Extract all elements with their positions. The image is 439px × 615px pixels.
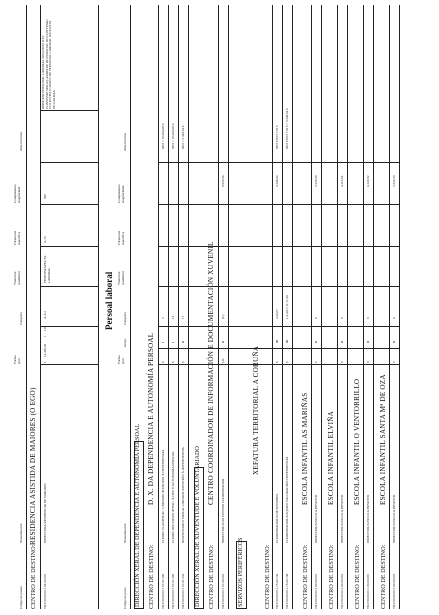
top-col-line bbox=[40, 204, 98, 205]
row-denom: COORDINADOR/A DE MENORES bbox=[275, 493, 279, 543]
bottom-header-observations: Observacións bbox=[123, 133, 127, 151]
row-code: TR.C90.60.00.1.15.00.748 bbox=[285, 573, 289, 609]
center5-label: CENTRO DE DESTINO: bbox=[328, 544, 335, 609]
delegacion-title: XEFATURA TERRITORIAL A CORUÑA bbox=[252, 345, 260, 475]
center1-rule bbox=[158, 5, 159, 609]
bottom-header-rule bbox=[130, 5, 131, 609]
center3-label: CENTRO DE DESTINO: bbox=[264, 544, 271, 609]
row-form: C bbox=[161, 360, 165, 363]
row7-group: II bbox=[392, 340, 396, 343]
row-denom: RESPONSABLE PROGR. UNIDADE ATENCIÓN Á DEPENDENCIA bbox=[181, 447, 185, 543]
row5-form: C bbox=[340, 360, 344, 363]
center4-label: CENTRO DE DESTINO: bbox=[302, 544, 309, 609]
bottom-col-line bbox=[158, 286, 400, 287]
center-label: CENTRO DE DESTINO: bbox=[30, 544, 37, 609]
row2-form: LD bbox=[221, 358, 225, 363]
bottom-header-denomination: Denominación bbox=[123, 523, 127, 543]
row4-rule bbox=[321, 5, 322, 609]
bottom-header-code: Código de posto bbox=[123, 587, 127, 609]
row-form: C bbox=[285, 360, 289, 363]
row-group: III bbox=[275, 339, 279, 343]
row-group: I bbox=[161, 341, 165, 343]
row-cat: 12 bbox=[171, 315, 175, 319]
center2-label: CENTRO DE DESTINO: bbox=[208, 544, 215, 609]
row-group: I bbox=[171, 341, 175, 343]
row4-code: TR.C90.60.00.1.00.00.001 bbox=[314, 573, 318, 609]
top-col-line bbox=[40, 246, 98, 247]
row5-cat: 8 bbox=[340, 317, 344, 319]
row6-denom: DIRECTOR/A ESCOLA INFANTIL bbox=[366, 494, 370, 543]
row-rule bbox=[292, 5, 293, 609]
row5-rule bbox=[347, 5, 348, 609]
center2-rule bbox=[218, 5, 219, 609]
row4-form: C bbox=[314, 360, 318, 363]
center6-name: ESCOLA INFANTIL O VENTORRILLO bbox=[353, 378, 361, 505]
row-obs: DE3 = 10.460,08 €. bbox=[171, 122, 175, 149]
bottom-header-category: Categoría bbox=[123, 312, 127, 325]
top-header-rule bbox=[26, 5, 27, 609]
top-row-observations: DEBE SER PERSONAL LABORAL SEGUNDO O IV CONVENIO SINGULARIDADE DO PERSOAL DO CONVENIO COLECTIVO COMÚN DE PERSONAL LABORAL DA XUNTA DE GALICIA. bbox=[41, 19, 56, 109]
center4-name: ESCOLA INFANTIL AS MARIÑAS bbox=[301, 392, 309, 505]
center6-rule bbox=[363, 5, 364, 609]
row-obs: DE3 CEN1 7.815 bbox=[275, 125, 279, 149]
row2-group: II bbox=[221, 340, 225, 343]
top-row-titulation: FISIOTERAPEUTA / LABORAL bbox=[43, 254, 51, 283]
row4-group: II bbox=[314, 340, 318, 343]
row-code: TR.C90.60.00.1.15.00.743 bbox=[275, 573, 279, 609]
bottom-header-form: Forma prov. bbox=[117, 355, 125, 364]
row-denom: COORD. RECURSOS ATENC. Á DEP. E AUTONOMÍA PERSOAL bbox=[171, 450, 175, 543]
bottom-col-line bbox=[158, 246, 400, 247]
top-col-line bbox=[40, 110, 98, 111]
header-category: Categoría bbox=[19, 312, 23, 325]
row-form: C bbox=[275, 360, 279, 363]
top-row-c: LD bbox=[43, 326, 47, 331]
laboral-title: Persoal laboral bbox=[104, 271, 114, 330]
top-row-group: A.A.2 bbox=[43, 310, 47, 319]
top-row-b: 1 bbox=[43, 335, 47, 337]
center5-rule bbox=[337, 5, 338, 609]
row5-denom: DIRECTOR/A ESCOLA INFANTIL bbox=[340, 494, 344, 543]
bottom-col-line bbox=[158, 348, 400, 349]
row-cat: 4.30,07 bbox=[275, 309, 279, 319]
section-dependencia: DIRECCIÓN XERAL DE DEPENDENCIA E AUTONOMÍA PERSOAL bbox=[134, 423, 141, 607]
row2-denom: DIRECTOR/A DO CENTRO COORDINADOR bbox=[221, 478, 225, 543]
top-row-code: TR.C90.60.00.1.04.00.001 bbox=[43, 573, 47, 609]
row7-cat: 8 bbox=[392, 317, 396, 319]
center4-rule bbox=[311, 5, 312, 609]
center2-name: CENTRO COORDINADOR DE INFORMACIÓN E DOCUMENTACIÓN XUVENIL bbox=[207, 241, 215, 505]
top-bottom-rule bbox=[98, 5, 99, 609]
row7-denom: DIRECTOR/A ESCOLA INFANTIL bbox=[392, 494, 396, 543]
top-row-formation: A.15 bbox=[43, 236, 47, 243]
center7-label: CENTRO DE DESTINO: bbox=[380, 544, 387, 609]
row-denom: COORD. PLANIFICAC. UNIDADE ATENCIÓN Á DEPENDENCIA bbox=[161, 449, 165, 543]
center5-name: ESCOLA INFANTIL ELVIÑA bbox=[327, 411, 335, 505]
row7-complement: 3.532,20 bbox=[392, 175, 396, 187]
top-col-line bbox=[40, 326, 98, 327]
row-form: C bbox=[171, 360, 175, 363]
top-row-a: 14.466,66 bbox=[43, 343, 47, 357]
center6-label: CENTRO DE DESTINO: bbox=[354, 544, 361, 609]
top-col-line bbox=[40, 162, 98, 163]
center3-rule bbox=[272, 5, 273, 609]
row4-denom: DIRECTOR/A ESCOLA INFANTIL bbox=[314, 494, 318, 543]
row6-cat: 8 bbox=[366, 317, 370, 319]
header-denomination: Denominación bbox=[19, 523, 23, 543]
header-complement: Complemento singularidad bbox=[13, 184, 21, 203]
header-formation: Formación específica bbox=[13, 230, 21, 245]
row6-rule bbox=[373, 5, 374, 609]
row-group: II bbox=[181, 340, 185, 343]
row-code: TR.C90.60.00.1.07.01.206 bbox=[171, 573, 175, 609]
row5-code: TR.C90.60.00.1.00.00.001 bbox=[340, 573, 344, 609]
center7-name: ESCOLA INFANTIL SANTA Mª DE OZA bbox=[379, 374, 387, 505]
row6-complement: 4.122,92 bbox=[366, 175, 370, 187]
center-name: RESIDENCIA ASISTIDA DE MAIORES (O EGO) bbox=[29, 387, 37, 545]
row7-rule bbox=[399, 5, 400, 609]
row-denom: COORDINADOR/A EQUIPO VALORACIÓN DEPENDENCIA bbox=[285, 456, 289, 543]
top-row-complement: 660 bbox=[43, 194, 47, 199]
row2-code: TR.C90.60.00.1.07.00.001 bbox=[221, 573, 225, 609]
row-obs: DE3 = 5.348,64 €. bbox=[181, 124, 185, 149]
row4-cat: 8 bbox=[314, 317, 318, 319]
top-row-form: L bbox=[43, 360, 47, 363]
header-observations: Observaciones bbox=[19, 131, 23, 151]
bottom-col-line bbox=[158, 162, 400, 163]
row4-complement: 5.535,20 bbox=[314, 175, 318, 187]
bottom-col-line bbox=[158, 326, 400, 327]
bottom-header-complement: Complemento singularidade bbox=[117, 184, 125, 203]
row6-group: II bbox=[366, 340, 370, 343]
row-cat: 1,2,4,6,7,11,17,28 bbox=[285, 295, 289, 319]
row2-complement: 9.935,36 bbox=[221, 175, 225, 187]
row-rule bbox=[168, 5, 169, 609]
section-servizos: SERVIZOS PERIFÉRICOS bbox=[237, 537, 244, 607]
row7-form: C bbox=[392, 360, 396, 363]
bottom-col-line bbox=[158, 364, 400, 365]
top-col-line bbox=[40, 364, 98, 365]
row-form: C bbox=[181, 360, 185, 363]
header-form: Forma prov. bbox=[13, 355, 21, 364]
header-titulation: Titulación académica bbox=[13, 271, 21, 285]
row2-rule bbox=[228, 5, 229, 609]
row-cat: 17 bbox=[181, 315, 185, 319]
row2-cat: (C) bbox=[221, 314, 225, 319]
row-group: III bbox=[285, 339, 289, 343]
top-col-line bbox=[40, 286, 98, 287]
row-rule bbox=[188, 5, 189, 609]
row6-form: C bbox=[366, 360, 370, 363]
row-code: TR.C90.60.00.1.07.01.232 bbox=[181, 573, 185, 609]
center1-label: CENTRO DE DESTINO: bbox=[148, 544, 155, 609]
row7-code: TR.C90.60.00.1.00.00.001 bbox=[392, 573, 396, 609]
row-complement: 5.348,64 bbox=[275, 175, 279, 187]
row-obs: DE3 = 10.460,08 €. bbox=[161, 122, 165, 149]
header-code: Código de puesto bbox=[19, 585, 23, 609]
row-rule bbox=[282, 5, 283, 609]
bottom-header-formation: Formación específica bbox=[117, 230, 125, 245]
row-rule bbox=[178, 5, 179, 609]
row6-code: TR.C90.60.00.1.00.00.001 bbox=[366, 573, 370, 609]
bottom-col-line bbox=[158, 204, 400, 205]
bottom-header-titulation: Titulación académica bbox=[117, 271, 125, 285]
center7-rule bbox=[389, 5, 390, 609]
row5-group: II bbox=[340, 340, 344, 343]
center1-name: D. X. DA DEPENDENCIA E AUTONOMÍA PERSOAL bbox=[147, 332, 155, 505]
row5-complement: 4.113,92 bbox=[340, 175, 344, 187]
top-row-denomination: DIRECTORA RESIDENCIA DE MAIORES bbox=[43, 483, 47, 543]
row-obs: DE3 CEN1 7.815 = 5.348,64 € bbox=[285, 108, 289, 149]
row-code: TR.C90.60.00.1.07.01.200 bbox=[161, 573, 165, 609]
row-cat: 3 bbox=[161, 317, 165, 319]
section-xuventude: DIRECCIÓN XERAL DE XUVENTUDE E VOLUNTARIADO bbox=[194, 446, 201, 607]
bottom-header-group: Grupo bbox=[123, 338, 127, 347]
